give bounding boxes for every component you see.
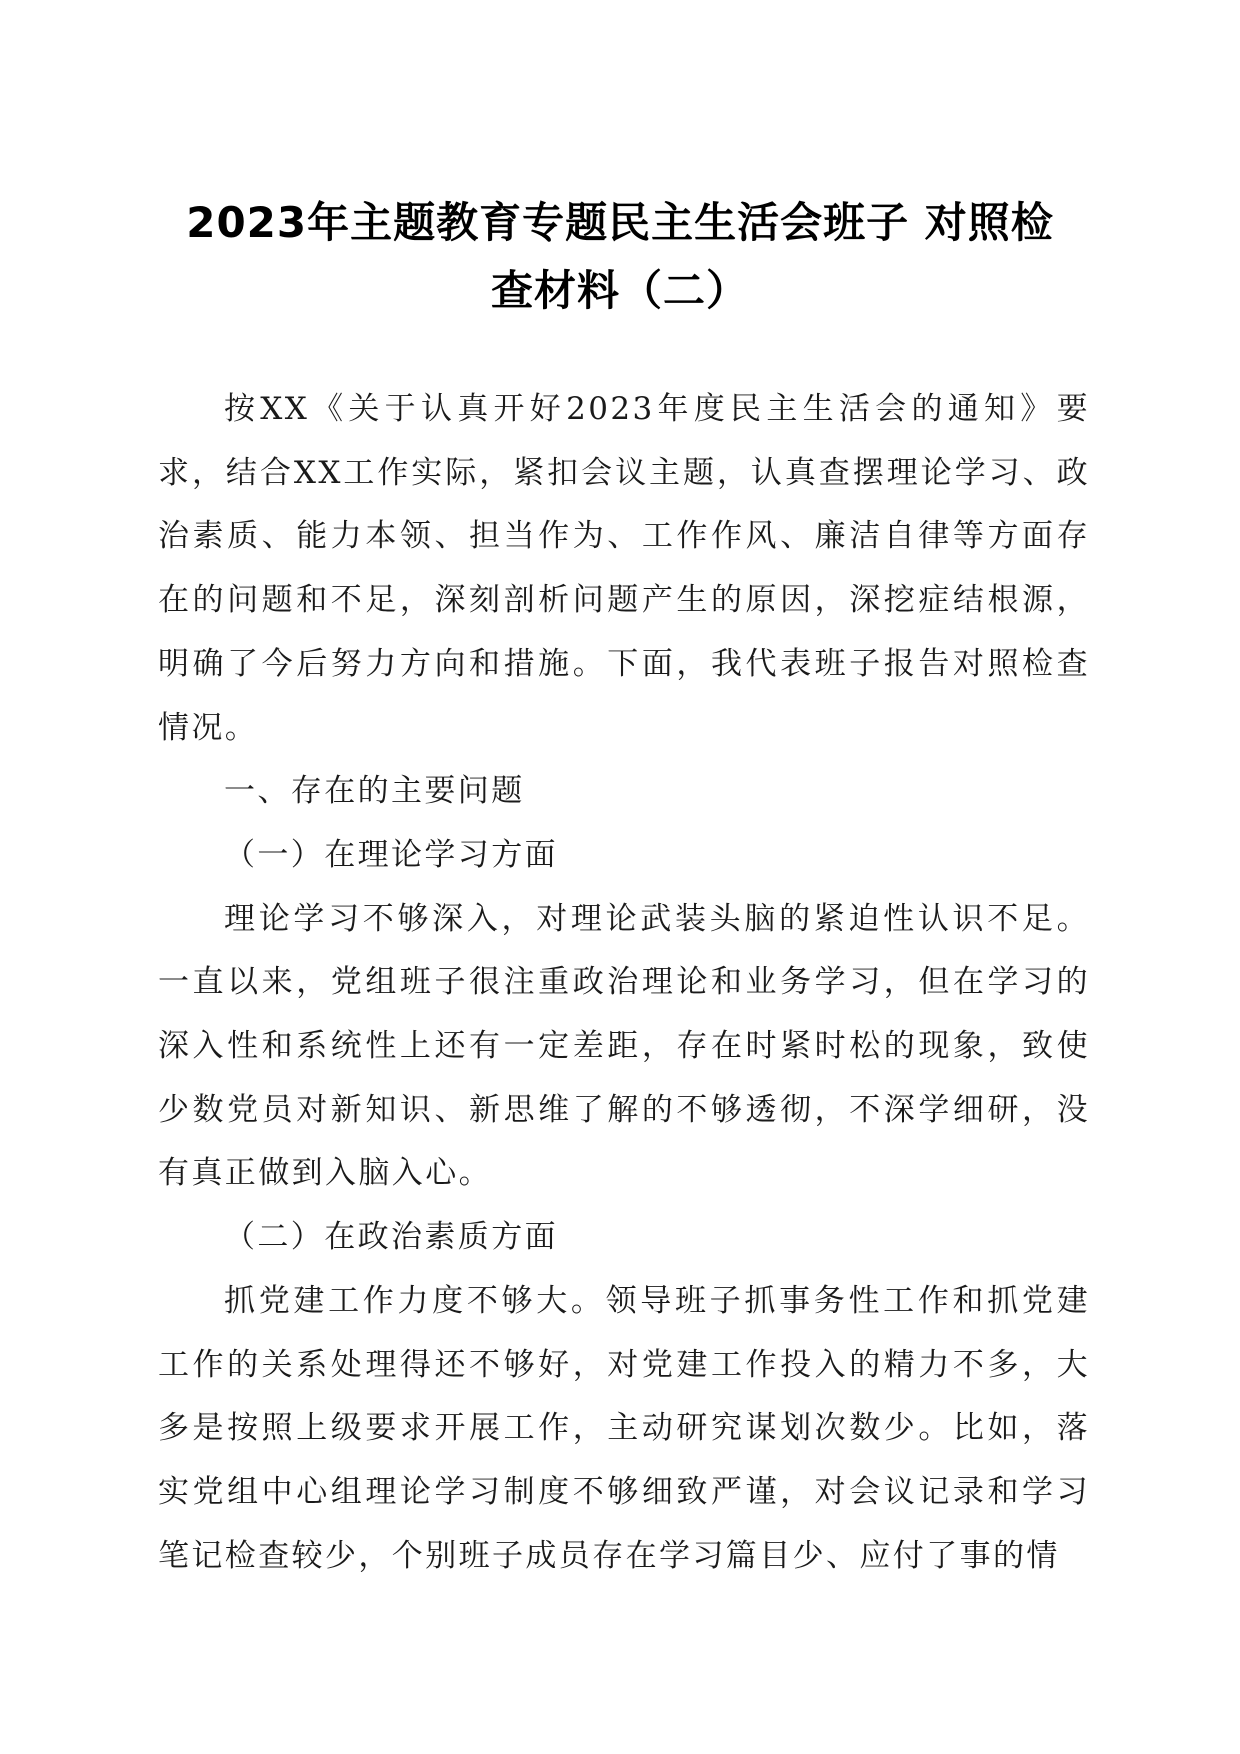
title-line-2: 查材料（二） [490, 266, 749, 315]
section-heading-problems: 一、存在的主要问题 [224, 773, 525, 810]
subsection-heading-theory-study: （一）在理论学习方面 [224, 836, 558, 873]
theory-study-paragraph: 理论学习不够深入，对理论武装头脑的紧迫性认识不足。一直以来，党组班子很注重政治理论和业务学习，但在学习的深入性和系统性上还有一定差距，存在时紧时松的现象，致使少数党员对新知识、新思维了解的不够透彻，不深学细研，没有真正做到入脑入心。 [158, 900, 1090, 1192]
title-line-1: 2023年主题教育专题民主生活会班子 对照检 [186, 198, 1054, 247]
subsection-heading-political-quality: （二）在政治素质方面 [224, 1219, 558, 1256]
document-body [158, 378, 1090, 1588]
political-quality-paragraph: 抓党建工作力度不够大。领导班子抓事务性工作和抓党建工作的关系处理得还不够好，对党建工作投入的精力不多，大多是按照上级要求开展工作，主动研究谋划次数少。比如，落实党组中心组理论学习制度不够细致严谨，对会议记录和学习笔记检查较少，个别班子成员存在学习篇目少、应付了事的情 [158, 1282, 1090, 1574]
intro-paragraph: 按XX《关于认真开好2023年度民主生活会的通知》要求，结合XX工作实际，紧扣会议主题，认真查摆理论学习、政治素质、能力本领、担当作为、工作作风、廉洁自律等方面存在的问题和不足，深刻剖析问题产生的原因，深挖症结根源，明确了今后努力方向和措施。下面，我代表班子报告对照检查情况。 [158, 391, 1090, 746]
document-title [140, 189, 1100, 325]
